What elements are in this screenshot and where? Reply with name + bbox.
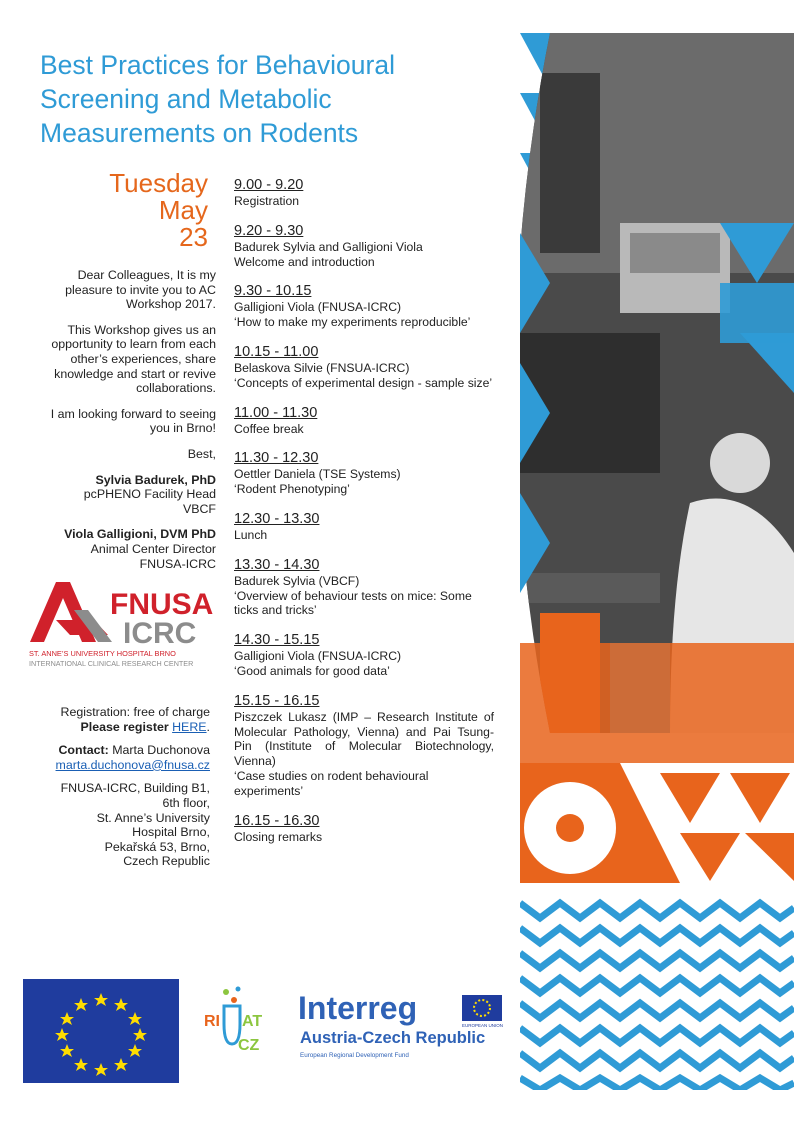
riat-ri: RI xyxy=(204,1013,220,1030)
intro-closing: Best, xyxy=(187,446,216,461)
schedule-text: ‘Case studies on rodent behavioural experiments’ xyxy=(234,768,429,798)
schedule-time: 11.00 - 11.30 xyxy=(234,404,318,421)
schedule-time: 9.00 - 9.20 xyxy=(234,177,304,193)
interreg-eu-label: EUROPEAN UNION xyxy=(462,1023,504,1028)
schedule-text: Badurek Sylvia and Galligioni Viola xyxy=(234,239,423,254)
contact-name: Marta Duchonova xyxy=(112,743,210,758)
schedule-time: 12.30 - 13.30 xyxy=(234,510,320,527)
schedule-text: ‘How to make my experiments reproducible’ xyxy=(234,315,471,330)
interreg-region: Austria-Czech Republic xyxy=(300,1029,486,1047)
schedule-time: 11.30 - 12.30 xyxy=(234,450,319,467)
schedule-item xyxy=(234,177,494,209)
contact-label: Contact: xyxy=(58,743,109,758)
schedule-text: Registration xyxy=(234,194,300,208)
signature-role: Animal Center Director xyxy=(90,541,216,556)
signature-org: VBCF xyxy=(182,501,216,516)
address-line: 6th floor, xyxy=(162,795,210,810)
schedule-time: 9.20 - 9.30 xyxy=(234,222,304,239)
schedule-item xyxy=(234,511,494,543)
schedule-text: Belaskova Silvie (FNSUA-ICRC) xyxy=(234,360,410,375)
registration-info xyxy=(30,705,210,734)
schedule-item xyxy=(234,405,494,437)
orange-geometric-block xyxy=(520,763,794,883)
riat-cz-logo xyxy=(200,984,270,1064)
schedule-text: Oettler Daniela (TSE Systems) xyxy=(234,467,401,482)
decorative-art-panel xyxy=(520,33,794,1090)
event-date xyxy=(70,170,208,251)
signature-name: Sylvia Badurek, PhD xyxy=(95,472,216,487)
schedule-text: ‘Good animals for good data’ xyxy=(234,663,390,678)
logo-subtitle-1: ST. ANNE’S UNIVERSITY HOSPITAL BRNO xyxy=(29,649,176,658)
register-label: Please register xyxy=(80,719,169,734)
riat-at: AT xyxy=(242,1013,263,1030)
signature-name: Viola Galligioni, DVM PhD xyxy=(64,527,216,542)
schedule-item xyxy=(234,283,494,330)
interreg-fund: European Regional Development Fund xyxy=(300,1052,409,1059)
schedule-time: 15.15 - 16.15 xyxy=(234,692,320,709)
schedule-item xyxy=(234,344,494,391)
schedule-item xyxy=(234,632,494,679)
schedule xyxy=(234,177,494,858)
eu-flag-logo xyxy=(23,979,179,1083)
contact-email-link[interactable]: marta.duchonova@fnusa.cz xyxy=(55,757,210,772)
invitation-text xyxy=(40,268,216,582)
schedule-text: Badurek Sylvia (VBCF) xyxy=(234,573,360,588)
schedule-text: Closing remarks xyxy=(234,829,323,844)
date-month: May xyxy=(158,195,208,225)
interreg-logo xyxy=(296,985,506,1065)
intro-paragraph: This Workshop gives us an opportunity to learn from each other’s experiences, share knowledge and start or revive collaborations. xyxy=(51,322,216,396)
signature-galligioni xyxy=(40,527,216,571)
signature-org: FNUSA-ICRC xyxy=(139,556,216,571)
address-line: FNUSA-ICRC, Building B1, xyxy=(60,781,210,796)
schedule-text: ‘Concepts of experimental design - sample size’ xyxy=(234,375,493,390)
intro-paragraph: I am looking forward to seeing you in Brno! xyxy=(50,406,216,436)
register-link[interactable]: HERE xyxy=(172,719,207,734)
orange-band xyxy=(520,643,794,763)
registration-fee: Registration: free of charge xyxy=(60,705,210,719)
schedule-text: Galligioni Viola (FNUSA-ICRC) xyxy=(234,300,402,315)
schedule-text: Welcome and introduction xyxy=(234,254,375,269)
address-line: Czech Republic xyxy=(123,854,210,869)
schedule-text: Galligioni Viola (FNSUA-ICRC) xyxy=(234,649,402,664)
registration-block xyxy=(30,705,210,878)
address-line: St. Anne’s University xyxy=(96,810,210,825)
register-period: . xyxy=(206,719,210,734)
triangle-pattern-left xyxy=(520,233,550,593)
date-day: Tuesday xyxy=(109,168,208,198)
address-line: Pekařská 53, Brno, xyxy=(104,839,210,854)
signature-role: pcPHENO Facility Head xyxy=(83,487,216,502)
schedule-time: 10.15 - 11.00 xyxy=(234,343,319,360)
schedule-time: 16.15 - 16.30 xyxy=(234,812,320,829)
date-number: 23 xyxy=(179,222,208,252)
schedule-item xyxy=(234,693,494,799)
schedule-text: ‘Overview of behaviour tests on mice: Some ticks and tricks’ xyxy=(234,588,472,618)
contact-info xyxy=(30,743,210,772)
schedule-item xyxy=(234,557,494,618)
schedule-text: Lunch xyxy=(234,527,268,542)
schedule-text: Piszczek Lukasz (IMP – Research Institute of Molecular Pathology, Vienna) and Pai Tsung-Pin (Institute of Molecular Biotechnology, Vienna) xyxy=(234,709,494,769)
schedule-item xyxy=(234,813,494,845)
logo-fnusa: FNUSA xyxy=(110,588,214,621)
interreg-name: Interreg xyxy=(298,990,418,1026)
address xyxy=(30,781,210,869)
riat-cz: CZ xyxy=(238,1037,260,1054)
lab-photo xyxy=(520,33,794,733)
address-line: Hospital Brno, xyxy=(132,825,210,840)
intro-paragraph: Dear Colleagues, It is my pleasure to invite you to AC Workshop 2017. xyxy=(65,268,216,312)
schedule-item xyxy=(234,450,494,497)
schedule-time: 13.30 - 14.30 xyxy=(234,556,320,573)
schedule-text: Coffee break xyxy=(234,421,304,436)
fnusa-icrc-logo xyxy=(26,580,216,670)
schedule-time: 9.30 - 10.15 xyxy=(234,283,312,300)
signature-badurek xyxy=(40,473,216,517)
page-title: Best Practices for Behavioural Screening and Metabolic Measurements on Rodents xyxy=(40,50,395,148)
logo-icrc: ICRC xyxy=(123,617,197,650)
logo-subtitle-2: INTERNATIONAL CLINICAL RESEARCH CENTER xyxy=(29,659,194,668)
schedule-text: ‘Rodent Phenotyping’ xyxy=(234,482,350,497)
schedule-item xyxy=(234,223,494,270)
schedule-time: 14.30 - 15.15 xyxy=(234,632,320,649)
